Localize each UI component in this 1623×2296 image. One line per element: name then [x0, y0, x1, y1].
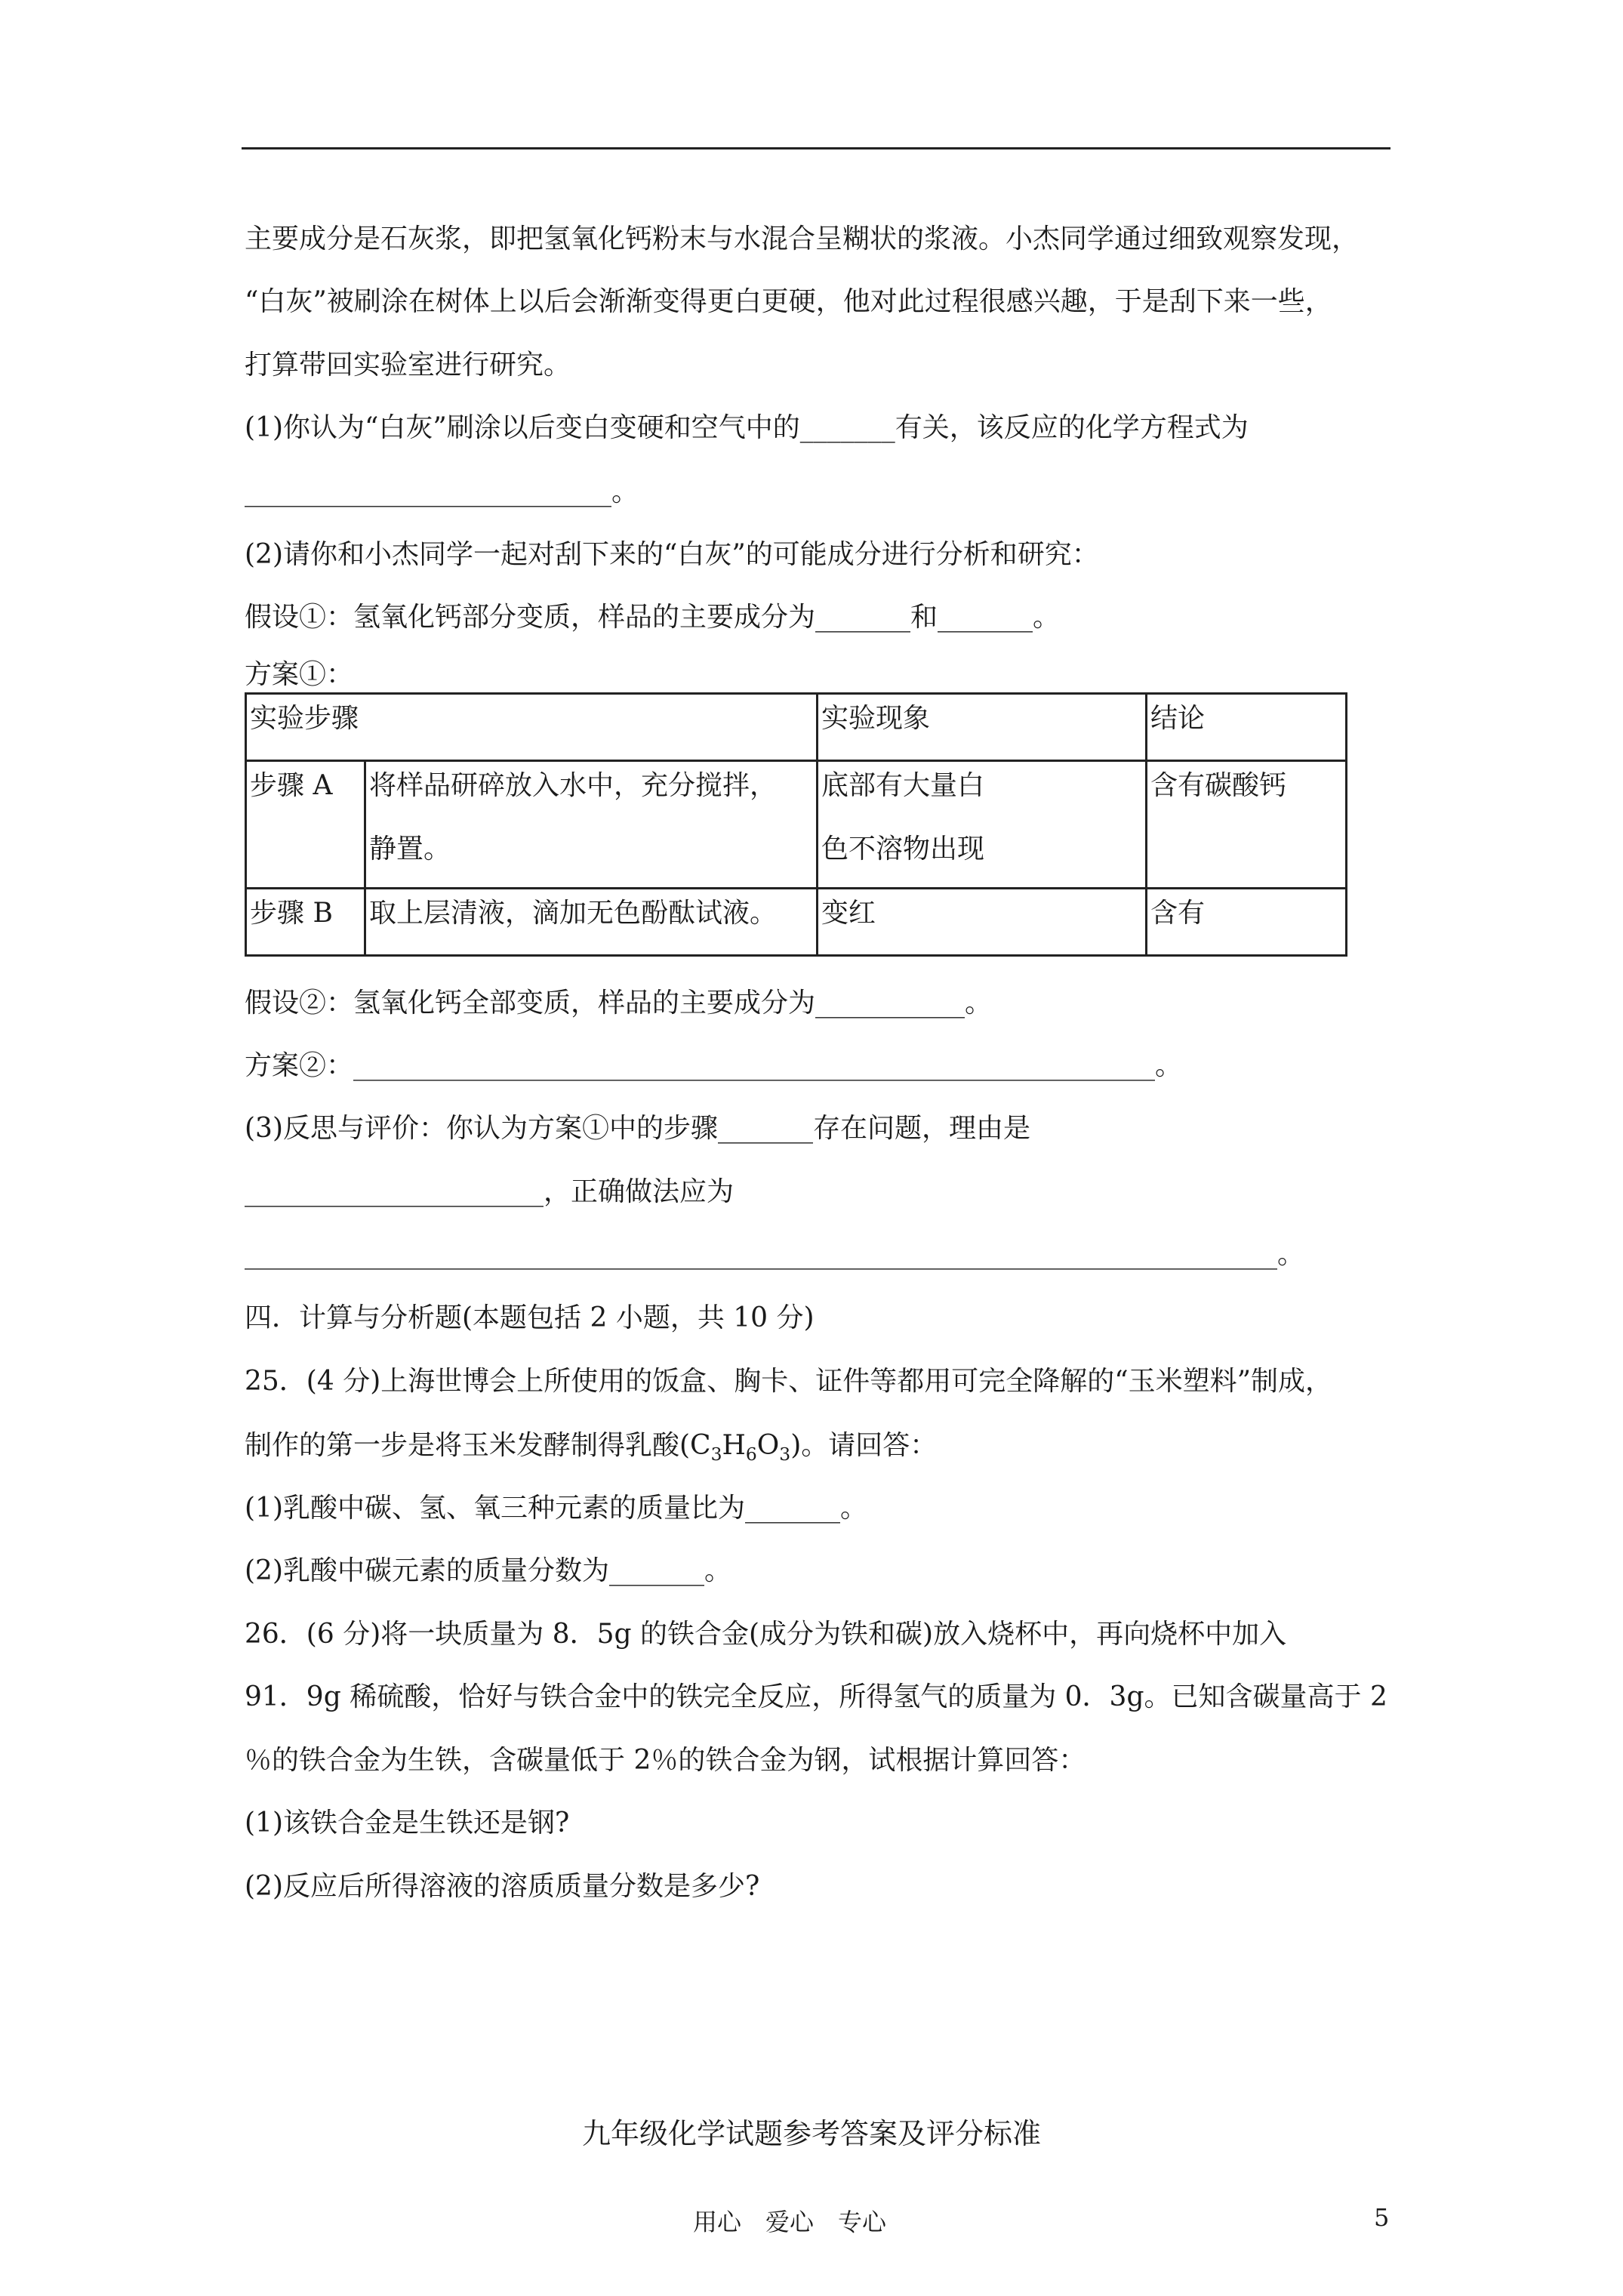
header-phenomenon: 实验现象 [818, 694, 1147, 761]
question-25-2: (2)乳酸中碳元素的质量分数为_______。 [245, 1555, 731, 1586]
step-phenomenon [818, 889, 1147, 956]
operation-line: 取上层清液，滴加无色酚酞试液。 [369, 898, 778, 929]
question-26-2: (2)反应后所得溶液的溶质质量分数是多少? [245, 1871, 760, 1902]
plan-1-label: 方案①： [245, 659, 354, 690]
step-phenomenon [818, 761, 1147, 889]
table-row [246, 761, 1347, 889]
header-conclusion: 结论 [1147, 694, 1347, 761]
experiment-table [245, 692, 1347, 957]
section-heading: 四．计算与分析题(本题包括 2 小题，共 10 分) [245, 1302, 815, 1333]
question-2: (2)请你和小杰同学一起对刮下来的“白灰”的可能成分进行分析和研究： [245, 539, 1099, 570]
question-1: (1)你认为“白灰”刷涂以后变白变硬和空气中的_______有关，该反应的化学方程式为 [245, 412, 1249, 443]
step-label: 步骤 A [246, 761, 365, 889]
header-steps: 实验步骤 [246, 694, 818, 761]
step-conclusion: 含有碳酸钙 [1147, 761, 1347, 889]
question-26: 26．(6 分)将一块质量为 8．5g 的铁合金(成分为铁和碳)放入烧杯中，再向烧杯中加入 [245, 1619, 1287, 1650]
question-25-1: (1)乳酸中碳、氢、氧三种元素的质量比为_______。 [245, 1493, 867, 1524]
step-label: 步骤 B [246, 889, 365, 956]
text-line: 打算带回实验室进行研究。 [245, 350, 571, 381]
footer-motto: 用心 爱心 专心 [693, 2208, 887, 2236]
step-conclusion: 含有 [1147, 889, 1347, 956]
lactic-acid-line: 制作的第一步是将玉米发酵制得乳酸$(C_3H_6O_3)$。请回答： [245, 1430, 938, 1465]
hypothesis-1: 假设①：氢氧化钙部分变质，样品的主要成分为_______和_______。 [245, 602, 1061, 633]
text-line: “白灰”被刷涂在树体上以后会渐渐变得更白更硬，他对此过程很感兴趣，于是刮下来一些， [245, 286, 1332, 317]
page-number: 5 [1374, 2203, 1390, 2232]
text-line: 91．9g 稀硫酸，恰好与铁合金中的铁完全反应，所得氢气的质量为 0．3g。已知含碳量高于 2 [245, 1681, 1387, 1712]
answer-blank-line: ____________________________________________________________________________。 [245, 1239, 1304, 1270]
text-line: 主要成分是石灰浆，即把氢氧化钙粉末与水混合呈糊状的浆液。小杰同学通过细致观察发现， [245, 223, 1360, 254]
operation-line: 静置。 [369, 834, 451, 864]
phenomenon-line: 色不溶物出现 [821, 834, 985, 864]
table-header-row [246, 694, 1347, 761]
operation-line: 将样品研碎放入水中，充分搅拌， [369, 770, 778, 801]
hypothesis-2: 假设②：氢氧化钙全部变质，样品的主要成分为___________。 [245, 988, 993, 1019]
header-rule [242, 147, 1390, 149]
plan-2: 方案②：___________________________________________________________。 [245, 1050, 1182, 1081]
answer-blank-line: ___________________________。 [245, 476, 639, 507]
answer-title: 九年级化学试题参考答案及评分标准 [581, 2117, 1041, 2150]
text-line: ％的铁合金为生铁，含碳量低于 2％的铁合金为钢，试根据计算回答： [245, 1745, 1086, 1776]
table-row [246, 889, 1347, 956]
step-operation [365, 761, 818, 889]
text-line: ______________________，正确做法应为 [245, 1176, 735, 1207]
phenomenon-line: 底部有大量白 [821, 770, 985, 801]
question-25: 25．(4 分)上海世博会上所使用的饭盒、胸卡、证件等都用可完全降解的“玉米塑料”制成， [245, 1366, 1333, 1397]
question-3: (3)反思与评价：你认为方案①中的步骤_______存在问题，理由是 [245, 1113, 1030, 1144]
step-operation [365, 889, 818, 956]
question-26-1: (1)该铁合金是生铁还是钢? [245, 1808, 570, 1838]
phenomenon-line: 变红 [821, 898, 876, 929]
